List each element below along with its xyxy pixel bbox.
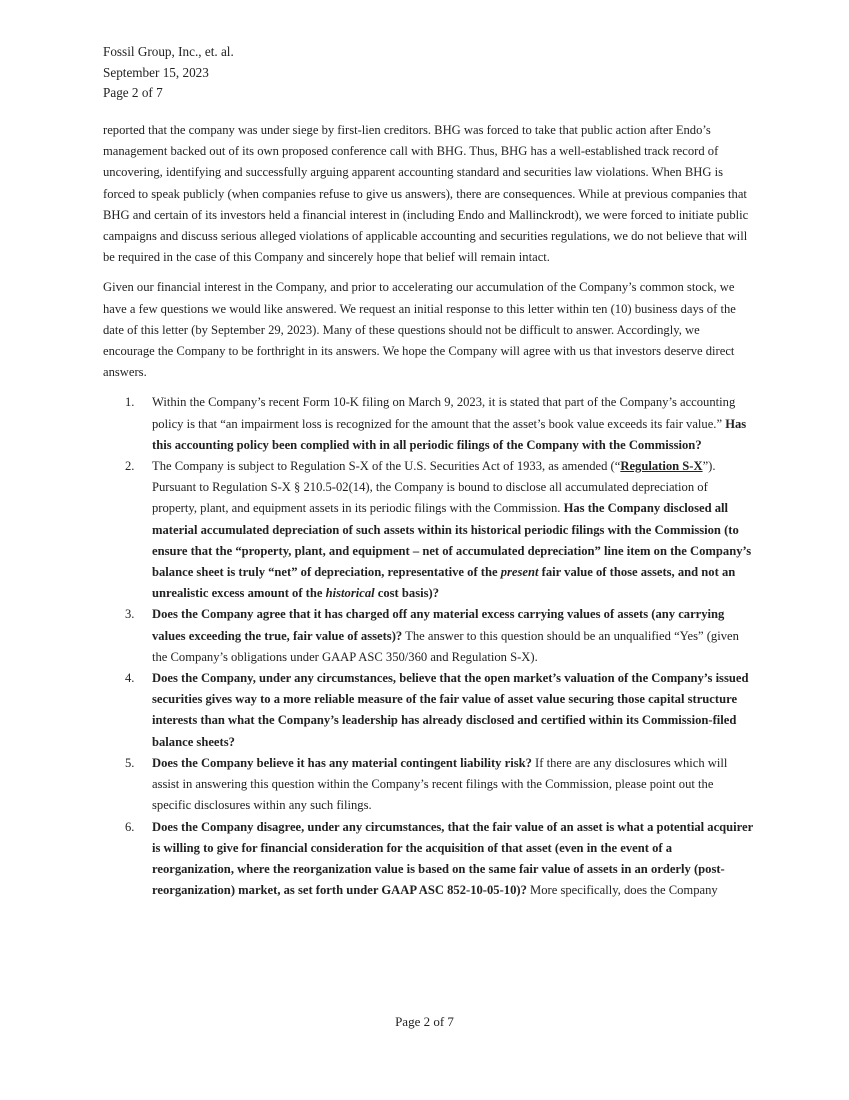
- page-footer: Page 2 of 7: [395, 1014, 454, 1029]
- question-number: 6.: [125, 819, 135, 834]
- header-page: Page 2 of 7: [103, 85, 163, 100]
- question-bold-text: Does the Company disagree, under any circumstances, that the fair value of an asset is what a potential acquirer is willing to give for financial consideration for the acquisition of that asset (even in the event of a reorganization, where the reorganization value is based on the same fair value of assets in an orderly (post-reorganization) market, as set forth under GAAP ASC 852-10-05-10)?: [152, 819, 753, 898]
- question-text: ”). Pursuant to Regulation S-X § 210.5-02(14), the Company is bound to disclose all accumulated depreciation of property, plant, and equipment assets in its periodic filings with the Commission.: [152, 459, 716, 516]
- question-number: 2.: [125, 459, 135, 474]
- paragraph-questions-intro: Given our financial interest in the Company, and prior to accelerating our accumulation of the Company’s common stock, we have a few questions we would like answered. We request an initial response to this letter within ten (10) business days of the date of this letter (by September 29, 2023). Many of these questions should not be difficult to answer. Accordingly, we encourage the Company to be forthright in its answers. We hope the Company will agree with us that investors deserve direct answers.: [103, 280, 736, 380]
- question-italic-present: present: [500, 565, 539, 580]
- question-bold-text: Has this accounting policy been complied with in all periodic filings of the Company with the Commission?: [152, 416, 747, 452]
- question-text: The answer to this question should be an unqualified “Yes” (given the Company’s obligations under GAAP ASC 350/360 and Regulation S-X).: [152, 628, 739, 664]
- question-item-2: [103, 456, 753, 604]
- question-text: Within the Company’s recent Form 10-K filing on March 9, 2023, it is stated that part of the Company’s accounting policy is that “an impairment loss is recognized for the amount that the asset’s book value exceeds its fair value.”: [152, 395, 736, 431]
- question-number: 1.: [125, 395, 135, 410]
- header-company: Fossil Group, Inc., et. al.: [103, 44, 234, 59]
- question-text: The Company is subject to Regulation S-X of the U.S. Securities Act of 1933, as amended (“: [152, 459, 621, 474]
- question-bold-text: fair value of those assets, and not an unrealistic excess amount of the: [152, 565, 736, 601]
- question-list: [103, 392, 753, 901]
- question-item-5: [103, 753, 753, 817]
- question-bold-text: Does the Company, under any circumstances, believe that the open market’s valuation of the Company’s issued securities gives way to a more reliable measure of the fair value of asset value securing those capital structure interests than what the Company’s leadership has already disclosed and certified within its Commission-filed balance sheets?: [152, 671, 749, 749]
- question-item-4: [103, 668, 753, 753]
- question-bold-text: Does the Company believe it has any material contingent liability risk?: [152, 755, 532, 770]
- letter-header: [103, 42, 234, 104]
- question-bold-text: Does the Company agree that it has charged off any material excess carrying values of assets (any carrying values exceeding the true, fair value of assets)?: [152, 607, 725, 643]
- question-item-6: [103, 817, 753, 902]
- question-bold-text: Has the Company disclosed all material accumulated depreciation of such assets within its historical periodic filings with the Commission (to ensure that the “property, plant, and equipment – net of accumulated depreciation” line item on the Company’s balance sheet is truly “net” of depreciation, representative of the: [152, 501, 752, 580]
- letter-body: [103, 120, 753, 901]
- header-date: September 15, 2023: [103, 64, 209, 80]
- question-bold-text: cost basis)?: [374, 586, 439, 601]
- question-italic-historical: historical: [325, 586, 375, 601]
- question-number: 3.: [125, 607, 135, 622]
- question-text: More specifically, does the Company: [526, 883, 718, 898]
- question-item-1: [103, 392, 753, 456]
- question-number: 4.: [125, 671, 135, 686]
- question-item-3: [103, 604, 753, 668]
- question-text: If there are any disclosures which will assist in answering this question within the Company’s recent filings with the Commission, please point out the specific disclosures within any such filings.: [152, 755, 728, 813]
- defined-term-regulation-sx: Regulation S-X: [620, 459, 703, 474]
- paragraph-bhg-track-record: reported that the company was under siege by first-lien creditors. BHG was forced to take that public action after Endo’s management backed out of its own proposed conference call with BHG. Thus, BHG has a well-established track record of uncovering, identifying and successfully arguing apparent accounting standard and securities law violations. When BHG is forced to speak publicly (when companies refuse to give us answers), there are consequences. While at previous companies that BHG and certain of its investors held a financial interest in (including Endo and Mallinckrodt), we were forced to initiate public campaigns and discuss serious alleged violations of applicable accounting and securities regulations, we do not believe that will be required in the case of this Company and sincerely hope that belief will remain intact.: [103, 123, 749, 265]
- question-number: 5.: [125, 755, 135, 770]
